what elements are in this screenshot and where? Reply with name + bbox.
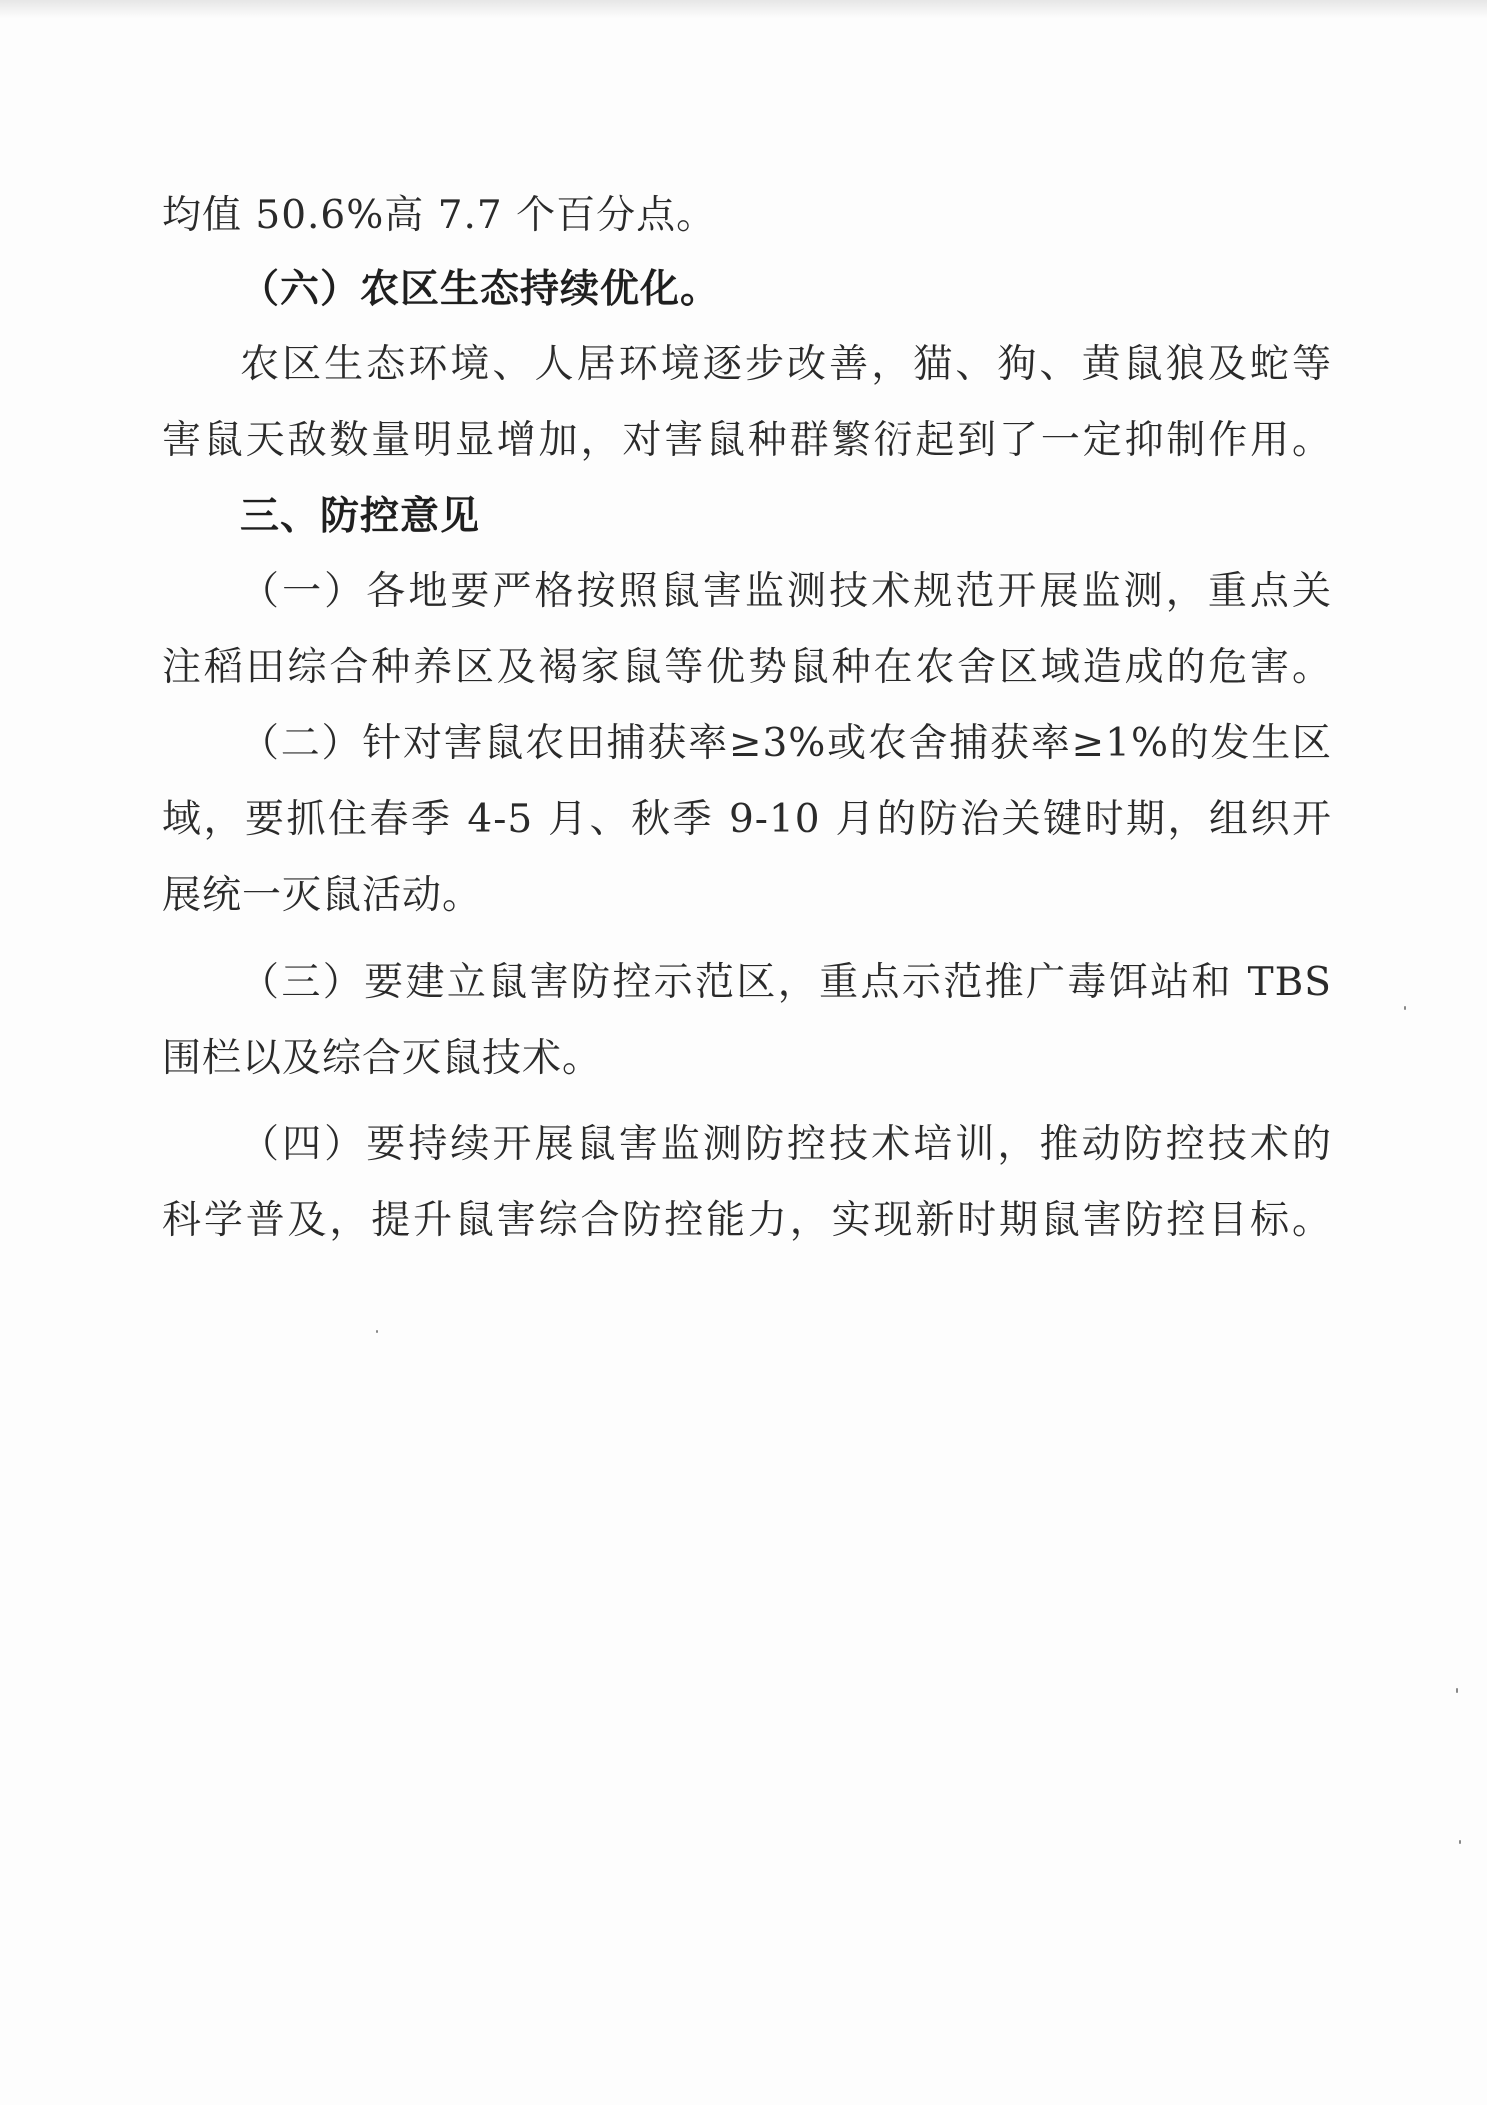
scan-speck: [376, 1330, 378, 1333]
paragraph-line-6: （一）各地要严格按照鼠害监测技术规范开展监测，重点关: [240, 569, 1332, 614]
paragraph-line-14: 科学普及，提升鼠害综合防控能力，实现新时期鼠害防控目标。: [162, 1198, 1332, 1243]
paragraph-line-10: 展统一灭鼠活动。: [162, 873, 483, 918]
paragraph-line-11: （三）要建立鼠害防控示范区，重点示范推广毒饵站和 TBS: [240, 960, 1332, 1005]
paragraph-line-13: （四）要持续开展鼠害监测防控技术培训，推动防控技术的: [240, 1122, 1332, 1167]
scan-speck: [1459, 1840, 1461, 1844]
paragraph-line-7: 注稻田综合种养区及褐家鼠等优势鼠种在农舍区域造成的危害。: [162, 645, 1332, 690]
paragraph-line-4: 害鼠天敌数量明显增加，对害鼠种群繁衍起到了一定抑制作用。: [162, 418, 1332, 463]
scan-speck: [1404, 1006, 1406, 1010]
paragraph-line-12: 围栏以及综合灭鼠技术。: [162, 1036, 603, 1081]
scan-speck: [1456, 1688, 1458, 1693]
scan-edge: [0, 0, 1487, 18]
paragraph-line-8: （二）针对害鼠农田捕获率≥3%或农舍捕获率≥1%的发生区: [240, 721, 1332, 766]
paragraph-line-1: 均值 50.6%高 7.7 个百分点。: [162, 193, 717, 238]
paragraph-line-9: 域，要抓住春季 4-5 月、秋季 9-10 月的防治关键时期，组织开: [162, 797, 1332, 842]
section-heading-three: 三、防控意见: [240, 494, 481, 539]
paragraph-line-3: 农区生态环境、人居环境逐步改善，猫、狗、黄鼠狼及蛇等: [240, 342, 1332, 387]
section-heading-six: （六）农区生态持续优化。: [240, 267, 721, 312]
